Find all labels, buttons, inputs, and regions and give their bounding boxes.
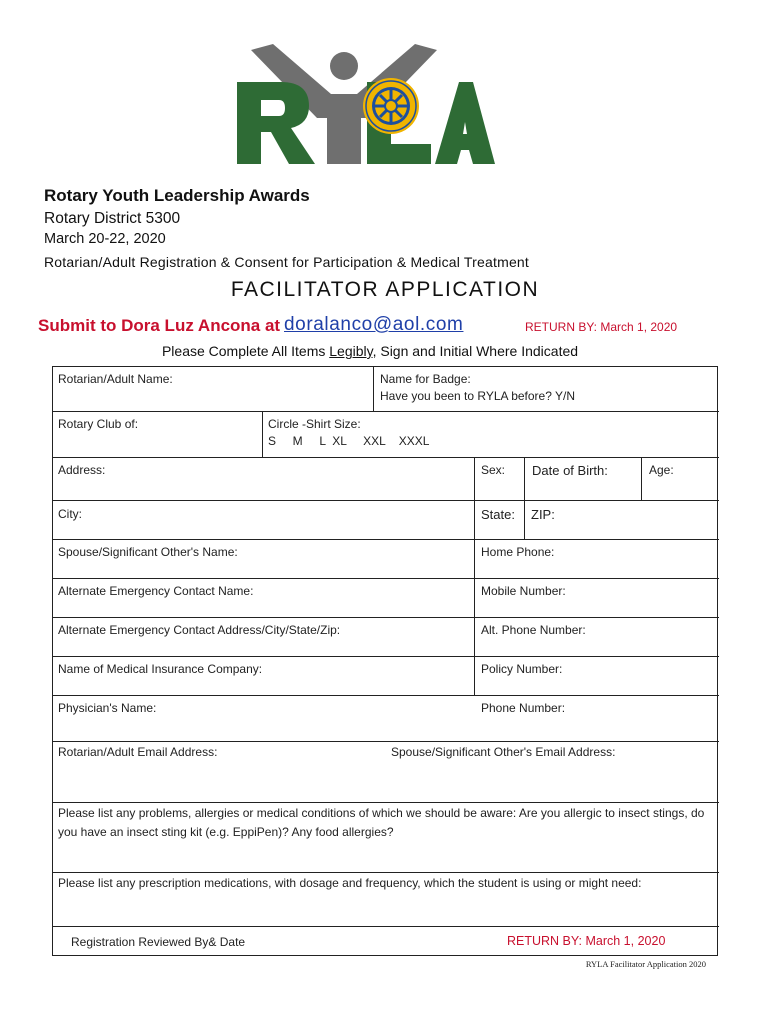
event-dates: March 20-22, 2020	[44, 231, 166, 247]
instructions-pre: Please Complete All Items	[161, 343, 330, 359]
registration-form	[52, 366, 718, 956]
shirt-size-options[interactable]: S M L XL XXL XXXL	[268, 434, 430, 448]
instructions-emph: Legibly	[329, 343, 373, 359]
submit-line	[38, 314, 728, 340]
row-divider	[53, 578, 719, 579]
label-city: City:	[58, 507, 82, 521]
row-divider	[53, 411, 719, 412]
label-alt-contact-name: Alternate Emergency Contact Name:	[58, 584, 254, 598]
row-divider	[53, 457, 719, 458]
label-mobile: Mobile Number:	[481, 584, 566, 598]
row-divider	[53, 695, 719, 696]
label-rotary-club: Rotary Club of:	[58, 417, 139, 431]
return-by-top: RETURN BY: March 1, 2020	[525, 320, 678, 334]
label-dob: Date of Birth:	[532, 463, 608, 478]
col-divider	[373, 367, 374, 411]
label-alt-phone: Alt. Phone Number:	[481, 623, 586, 637]
return-by-bottom: RETURN BY: March 1, 2020	[507, 934, 666, 948]
row-divider	[53, 802, 719, 803]
letter-r	[237, 82, 315, 164]
submit-email-link[interactable]: doralanco@aol.com	[284, 314, 464, 335]
label-rotarian-name: Rotarian/Adult Name:	[58, 372, 173, 386]
label-badge-name: Name for Badge:	[380, 372, 471, 386]
label-sex: Sex:	[481, 463, 506, 477]
page-title: FACILITATOR APPLICATION	[230, 278, 540, 301]
instructions	[0, 343, 740, 359]
label-alt-contact-address: Alternate Emergency Contact Address/City/State/Zip:	[58, 623, 341, 637]
row-divider	[53, 926, 719, 927]
submit-label: Submit to Dora Luz Ancona at	[38, 316, 281, 335]
label-physician: Physician's Name:	[58, 701, 157, 715]
row-divider	[53, 500, 719, 501]
figure-head	[330, 52, 358, 80]
row-divider	[53, 617, 719, 618]
col-divider	[524, 500, 525, 539]
form-subtitle: Rotarian/Adult Registration & Consent for Participation & Medical Treatment	[44, 254, 530, 270]
label-allergies: Please list any problems, allergies or medical conditions of which we should be aware: Are you allergic to insect stings, do you have an insect sting kit (e.g. EppiPen)? Any food allergies?	[58, 806, 705, 839]
org-name: Rotary Youth Leadership Awards	[44, 186, 310, 205]
label-age: Age:	[649, 463, 674, 477]
label-spouse-name: Spouse/Significant Other's Name:	[58, 545, 238, 559]
row-divider	[53, 872, 719, 873]
label-spouse-email: Spouse/Significant Other's Email Address:	[391, 745, 616, 759]
label-ryla-before: Have you been to RYLA before? Y/N	[380, 389, 576, 403]
col-divider	[474, 457, 475, 695]
row-divider	[53, 741, 719, 742]
col-divider	[524, 457, 525, 500]
letter-a	[435, 82, 495, 164]
row-divider	[53, 656, 719, 657]
instructions-post: , Sign and Initial Where Indicated	[372, 343, 579, 359]
label-address: Address:	[58, 463, 106, 477]
figure-body	[327, 100, 361, 164]
label-phys-phone: Phone Number:	[481, 701, 566, 715]
label-shirt-size: Circle -Shirt Size:	[268, 417, 361, 431]
district: Rotary District 5300	[44, 210, 181, 227]
label-state: State:	[481, 507, 515, 522]
label-email: Rotarian/Adult Email Address:	[58, 745, 218, 759]
label-zip: ZIP:	[531, 507, 555, 522]
label-policy: Policy Number:	[481, 662, 563, 676]
col-divider	[641, 457, 642, 500]
ryla-logo	[233, 40, 495, 172]
row-divider	[53, 539, 719, 540]
rotary-wheel-icon	[363, 78, 419, 134]
col-divider	[262, 411, 263, 457]
label-insurance: Name of Medical Insurance Company:	[58, 662, 263, 676]
label-home-phone: Home Phone:	[481, 545, 555, 559]
footer-note: RYLA Facilitator Application 2020	[585, 959, 706, 969]
label-medications: Please list any prescription medications, with dosage and frequency, which the student is using or might need:	[58, 876, 642, 890]
label-reviewed: Registration Reviewed By& Date	[71, 935, 246, 949]
